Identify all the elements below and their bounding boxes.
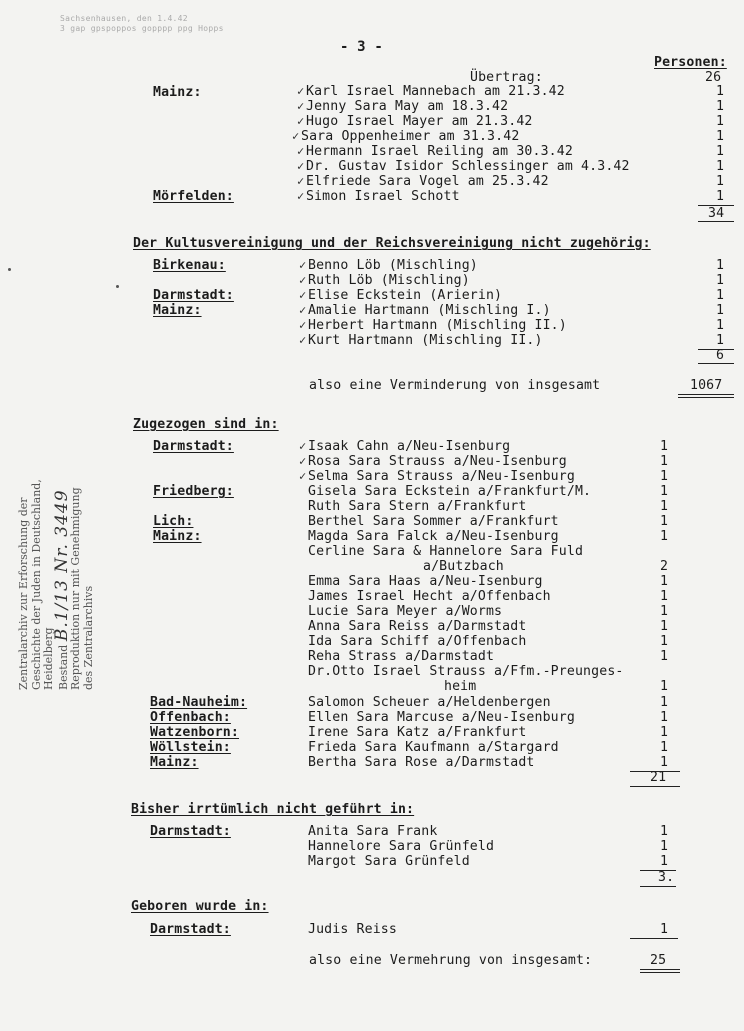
place-lich: Lich: [153, 514, 194, 529]
speck [116, 285, 119, 288]
entry-name: Ruth Löb (Mischling) [308, 273, 470, 288]
faint-header-line-1: Sachsenhausen, den 1.4.42 [60, 14, 188, 23]
stamp-bestand-value: B.1/13 Nr. 3449 [51, 489, 72, 642]
entry-count: 1 [716, 144, 725, 159]
entry-count: 1 [660, 469, 669, 484]
section3-total: 21 [650, 770, 667, 785]
entry-name: Cerline Sara & Hannelore Sara Fuld [308, 544, 584, 559]
entry-name: Hugo Israel Mayer am 21.3.42 [306, 114, 533, 129]
entry-name: Karl Israel Mannebach am 21.3.42 [306, 84, 565, 99]
page-number: - 3 - [340, 39, 383, 55]
entry-name: Lucie Sara Meyer a/Worms [308, 604, 503, 619]
entry-count: 1 [716, 273, 725, 288]
place-darmstadt: Darmstadt: [150, 824, 231, 839]
place-birkenau: Birkenau: [153, 258, 226, 273]
stamp-bestand-label: Bestand [56, 644, 70, 690]
check-mark-icon: ✓ [299, 318, 307, 332]
entry-name: Dr.Otto Israel Strauss a/Ffm.-Preunges- [308, 664, 624, 679]
archive-stamp [18, 479, 95, 690]
entry-count: 1 [660, 839, 669, 854]
entry-name: Selma Sara Strauss a/Neu-Isenburg [308, 469, 575, 484]
check-mark-icon: ✓ [297, 174, 305, 188]
entry-name: James Israel Hecht a/Offenbach [308, 589, 551, 604]
check-mark-icon: ✓ [297, 159, 305, 173]
stamp-line-3: Heidelberg [42, 627, 55, 690]
place-woellstein: Wöllstein: [150, 740, 231, 755]
double-rule [640, 969, 680, 970]
entry-count: 1 [660, 679, 669, 694]
place-mainz: Mainz: [153, 303, 202, 318]
stamp-line-6: des Zentralarchivs [81, 585, 95, 690]
place-friedberg: Friedberg: [153, 484, 234, 499]
place-darmstadt: Darmstadt: [153, 439, 234, 454]
entry-count: 1 [660, 755, 669, 770]
sum-line [698, 221, 734, 222]
entry-count: 1 [716, 258, 725, 273]
check-mark-icon: ✓ [297, 84, 305, 98]
stamp-line-2: Geschichte der Juden in Deutschland, [29, 479, 43, 690]
entry-count: 1 [716, 129, 725, 144]
place-darmstadt: Darmstadt: [153, 288, 234, 303]
entry-count: 1 [660, 499, 669, 514]
entry-count: 1 [716, 159, 725, 174]
entry-name: Dr. Gustav Isidor Schlessinger am 4.3.42 [306, 159, 630, 174]
entry-name: Anita Sara Frank [308, 824, 438, 839]
place-mainz: Mainz: [153, 529, 202, 544]
carry-value: 26 [705, 70, 722, 85]
entry-name: Amalie Hartmann (Mischling I.) [308, 303, 551, 318]
place-mainz: Mainz: [150, 755, 199, 770]
section2-heading: Der Kultusvereinigung und der Reichsvereinigung nicht zugehörig: [133, 236, 651, 251]
check-mark-icon: ✓ [299, 439, 307, 453]
entry-count: 1 [660, 634, 669, 649]
entry-count: 1 [660, 604, 669, 619]
place-offenbach: Offenbach: [150, 710, 231, 725]
place-darmstadt: Darmstadt: [150, 922, 231, 937]
check-mark-icon: ✓ [292, 129, 300, 143]
entry-name: Anna Sara Reiss a/Darmstadt [308, 619, 527, 634]
entry-name-continued: a/Butzbach [423, 559, 504, 574]
entry-name: Irene Sara Katz a/Frankfurt [308, 725, 527, 740]
entry-count: 1 [716, 114, 725, 129]
section4-heading: Bisher irrtümlich nicht geführt in: [131, 802, 415, 817]
stamp-bestand-row [51, 479, 72, 690]
entry-name: Kurt Hartmann (Mischling II.) [308, 333, 543, 348]
entry-count: 1 [716, 99, 725, 114]
speck [8, 268, 11, 271]
section5-heading: Geboren wurde in: [131, 899, 269, 914]
entry-count: 1 [716, 189, 725, 204]
entry-count: 1 [660, 529, 669, 544]
entry-name: Hermann Israel Reiling am 30.3.42 [306, 144, 573, 159]
check-mark-icon: ✓ [299, 454, 307, 468]
entry-count: 2 [660, 559, 669, 574]
section2-total: 6 [716, 348, 725, 363]
entry-count: 1 [660, 922, 669, 937]
entry-name: Gisela Sara Eckstein a/Frankfurt/M. [308, 484, 592, 499]
entry-name: Salomon Scheuer a/Heldenbergen [308, 695, 551, 710]
check-mark-icon: ✓ [299, 288, 307, 302]
decrease-label: also eine Verminderung von insgesamt [309, 378, 601, 393]
entry-count: 1 [660, 649, 669, 664]
entry-count: 1 [660, 619, 669, 634]
entry-name: Simon Israel Schott [306, 189, 460, 204]
entry-name: Ruth Sara Stern a/Frankfurt [308, 499, 527, 514]
entry-count: 1 [716, 84, 725, 99]
section4-total: 3. [658, 870, 675, 885]
double-rule [678, 397, 734, 398]
entry-count: 1 [660, 854, 669, 869]
faint-header-line-2: 3 gap gpspoppos gopppp ppg Hopps [60, 24, 224, 33]
entry-name: Judis Reiss [308, 922, 397, 937]
entry-name: Benno Löb (Mischling) [308, 258, 478, 273]
entry-name: Hannelore Sara Grünfeld [308, 839, 495, 854]
check-mark-icon: ✓ [297, 189, 305, 203]
entry-count: 1 [660, 740, 669, 755]
sum-line [640, 886, 676, 887]
entry-name: Jenny Sara May am 18.3.42 [306, 99, 509, 114]
carry-label: Übertrag: [470, 70, 543, 85]
entry-count: 1 [660, 695, 669, 710]
section3-heading: Zugezogen sind in: [133, 417, 279, 432]
entry-name: Sara Oppenheimer am 31.3.42 [301, 129, 520, 144]
check-mark-icon: ✓ [299, 469, 307, 483]
sum-line [630, 786, 680, 787]
entry-count: 1 [716, 333, 725, 348]
entry-name: Margot Sara Grünfeld [308, 854, 470, 869]
place-mainz: Mainz: [153, 85, 202, 100]
decrease-value: 1067 [690, 378, 723, 393]
check-mark-icon: ✓ [299, 273, 307, 287]
check-mark-icon: ✓ [299, 258, 307, 272]
stamp-line-5: Reproduktion nur mit Genehmigung [69, 487, 82, 690]
entry-name: Frieda Sara Kaufmann a/Stargard [308, 740, 559, 755]
entry-count: 1 [660, 514, 669, 529]
entry-name: Rosa Sara Strauss a/Neu-Isenburg [308, 454, 567, 469]
entry-count: 1 [716, 174, 725, 189]
entry-count: 1 [660, 484, 669, 499]
increase-value: 25 [650, 953, 667, 968]
section1-total: 34 [708, 206, 725, 221]
entry-count: 1 [660, 439, 669, 454]
entry-count: 1 [716, 318, 725, 333]
entry-count: 1 [716, 288, 725, 303]
place-moerfelden: Mörfelden: [153, 189, 234, 204]
entry-count: 1 [660, 589, 669, 604]
check-mark-icon: ✓ [297, 144, 305, 158]
entry-name: Ida Sara Schiff a/Offenbach [308, 634, 527, 649]
entry-count: 1 [660, 824, 669, 839]
increase-label: also eine Vermehrung von insgesamt: [309, 953, 593, 968]
place-bad-nauheim: Bad-Nauheim: [150, 695, 248, 710]
entry-name: Herbert Hartmann (Mischling II.) [308, 318, 567, 333]
entry-name: Reha Strass a/Darmstadt [308, 649, 495, 664]
check-mark-icon: ✓ [297, 99, 305, 113]
entry-name: Emma Sara Haas a/Neu-Isenburg [308, 574, 543, 589]
entry-name: Isaak Cahn a/Neu-Isenburg [308, 439, 511, 454]
sum-line [630, 938, 678, 939]
sum-line [698, 363, 734, 364]
entry-name: Magda Sara Falck a/Neu-Isenburg [308, 529, 559, 544]
double-rule [678, 394, 734, 395]
check-mark-icon: ✓ [299, 303, 307, 317]
entry-name: Ellen Sara Marcuse a/Neu-Isenburg [308, 710, 575, 725]
entry-count: 1 [660, 454, 669, 469]
place-watzenborn: Watzenborn: [150, 725, 239, 740]
entry-count: 1 [660, 710, 669, 725]
double-rule [640, 972, 680, 973]
stamp-line-1: Zentralarchiv zur Erforschung der [17, 497, 30, 690]
entry-count: 1 [716, 303, 725, 318]
entry-name: Elfriede Sara Vogel am 25.3.42 [306, 174, 549, 189]
entry-name: Elise Eckstein (Arierin) [308, 288, 503, 303]
check-mark-icon: ✓ [297, 114, 305, 128]
entry-name: Berthel Sara Sommer a/Frankfurt [308, 514, 559, 529]
entry-count: 1 [660, 574, 669, 589]
check-mark-icon: ✓ [299, 333, 307, 347]
column-header-personen: Personen: [654, 55, 727, 70]
entry-count: 1 [660, 725, 669, 740]
entry-name-continued: heim [444, 679, 477, 694]
entry-name: Bertha Sara Rose a/Darmstadt [308, 755, 535, 770]
